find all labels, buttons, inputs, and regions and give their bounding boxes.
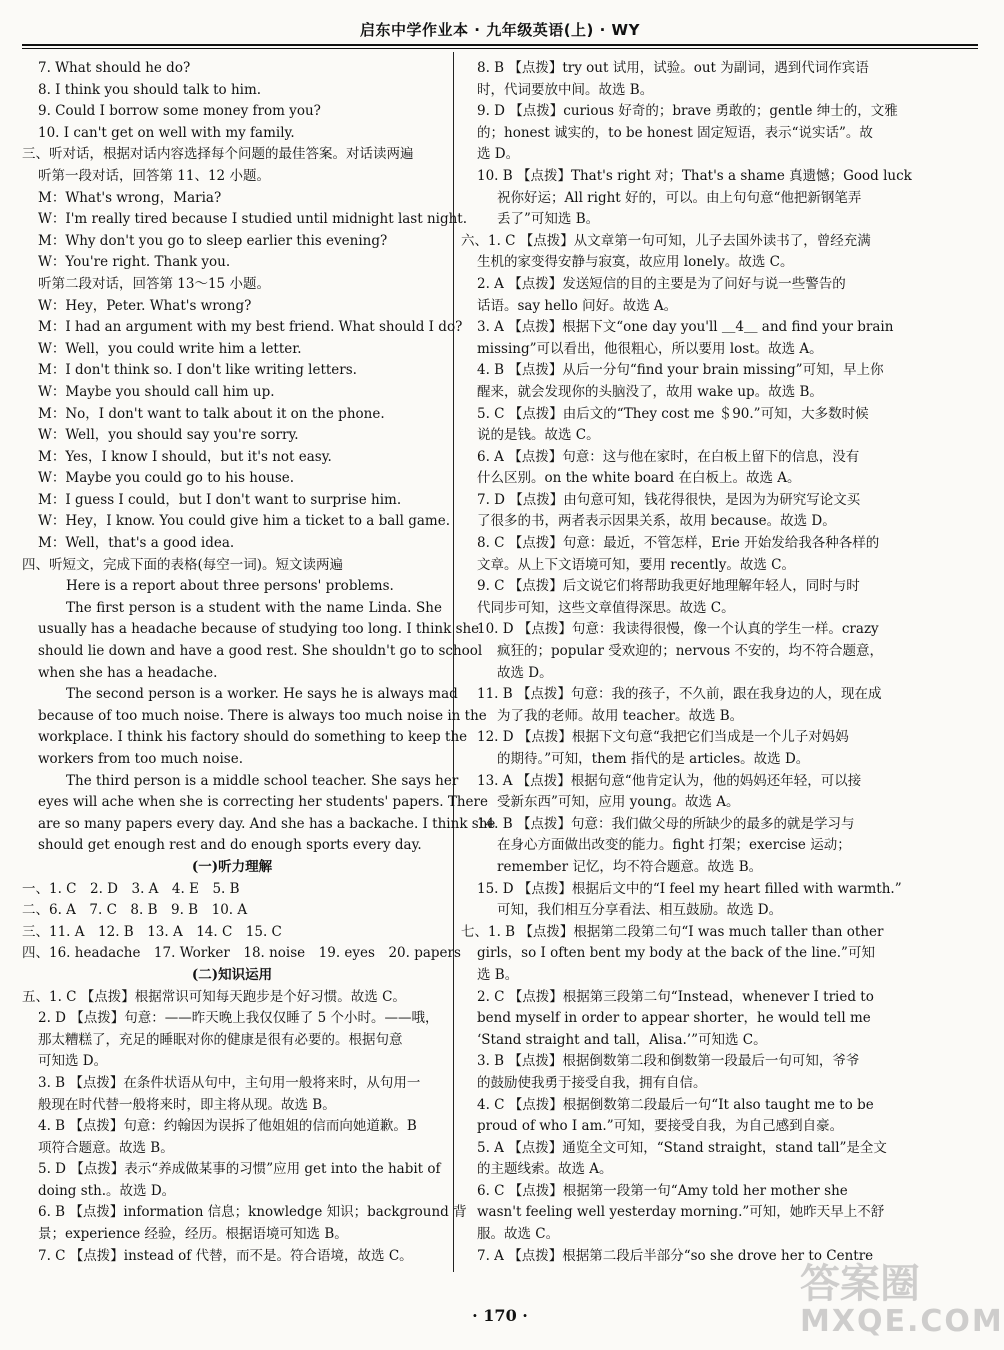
right-text-line: 7. D 【点拨】由句意可知，钱花得很快，是因为为研究写论文买 — [477, 491, 861, 508]
left-text-line: 二、6. A 7. C 8. B 9. B 10. A — [22, 902, 248, 919]
left-text-line: W：Hey，Peter. What's wrong? — [38, 297, 252, 314]
right-column — [461, 58, 912, 1267]
right-text-line: 10. D 【点拨】句意：我读得很慢，像一个认真的学生一样。crazy — [477, 621, 879, 638]
right-text-line: missing”可以看出，他很粗心，所以要用 lost。故选 A。 — [477, 340, 823, 357]
left-text-line: M：I guess I could，but I don't want to surprise him. — [38, 491, 402, 508]
left-text-line: when she has a headache. — [38, 664, 218, 681]
page-number: · 170 · — [472, 1306, 528, 1325]
left-text-line: 6. B 【点拨】information 信息；knowledge 知识；background 背 — [38, 1204, 467, 1221]
right-text-line: 的期待。”可知，them 指代的是 articles。故选 D。 — [497, 751, 810, 767]
right-text-line: 丢了”可知选 B。 — [497, 211, 600, 228]
left-text-line: M：I had an argument with my best friend. What should I do? — [38, 319, 463, 336]
left-text-line: 那太糟糕了，充足的睡眠对你的健康是很有必要的。根据句意 — [38, 1031, 403, 1048]
right-text-line: 6. C 【点拨】根据第一段第一句“Amy told her mother she — [477, 1182, 848, 1199]
left-text-line: M：Yes，I know I should，but it's not easy. — [38, 448, 332, 465]
left-text-line: 三、听对话，根据对话内容选择每个问题的最佳答案。对话读两遍 — [22, 146, 414, 163]
right-text-line: wasn't feeling well yesterday morning.”可知，她昨天早上不舒 — [477, 1204, 885, 1221]
right-text-line: 六、1. C 【点拨】从文章第一句可知，儿子去国外读书了，曾经充满 — [461, 232, 871, 249]
left-text-line: 8. I think you should talk to him. — [38, 81, 262, 98]
right-text-line: 5. A 【点拨】通览全文可知，“Stand straight，stand tall”是全文 — [477, 1139, 887, 1156]
right-text-line: 13. A 【点拨】根据句意“他肯定认为，他的妈妈还年轻，可以接 — [477, 772, 862, 789]
right-text-line: 服。故选 C。 — [477, 1226, 560, 1243]
right-text-line: 10. B 【点拨】That's right 对；That's a shame 真遗憾；Good luck — [477, 167, 912, 184]
left-text-line: 5. D 【点拨】表示“养成做某事的习惯”应用 get into the habit of — [38, 1161, 441, 1178]
running-header: 启东中学作业本 · 九年级英语(上) · WY — [360, 21, 640, 39]
left-text-line: 9. Could I borrow some money from you? — [38, 103, 321, 120]
left-text-line: should lie down and have a good rest. She shouldn't go to school — [38, 643, 483, 660]
left-text-line: eyes will ache when she is correcting her students' papers. There — [38, 794, 488, 811]
right-text-line: 15. D 【点拨】根据后文中的“I feel my heart filled with warmth.” — [477, 880, 902, 897]
left-text-line: (二)知识运用 — [191, 966, 273, 983]
right-text-line: 祝你好运；All right 好的，可以。由上句句意“他把新钢笔弄 — [497, 189, 862, 206]
left-text-line: W：Maybe you could go to his house. — [38, 470, 295, 487]
left-text-line: 4. B 【点拨】句意：约翰因为误拆了他姐姐的信而向她道歉。B — [38, 1118, 417, 1135]
left-text-line: The second person is a worker. He says he is always mad — [66, 686, 458, 703]
left-text-line: 五、1. C 【点拨】根据常识可知每天跑步是个好习惯。故选 C。 — [22, 988, 406, 1005]
left-text-line: 听第二段对话，回答第 13～15 小题。 — [38, 275, 270, 292]
right-text-line: 说的是钱。故选 C。 — [477, 427, 600, 444]
left-column — [22, 58, 496, 1267]
left-text-line: 四、16. headache 17. Worker 18. noise 19. eyes 20. papers — [22, 945, 461, 962]
right-text-line: remember 记忆，均不符合题意。故选 B。 — [497, 858, 763, 875]
left-text-line: W：Hey，I know. You could give him a ticket to a ball game. — [38, 513, 450, 530]
right-text-line: bend myself in order to appear shorter，he would tell me — [477, 1010, 871, 1027]
left-text-line: M：What's wrong，Maria? — [38, 189, 222, 206]
left-text-line: workplace. I think his factory should do something to keep the — [38, 729, 468, 746]
left-text-line: 7. C 【点拨】instead of 代替，而不是。符合语境，故选 C。 — [38, 1247, 413, 1264]
left-text-line: W：Well，you could write him a letter. — [38, 340, 302, 357]
left-text-line: (一)听力理解 — [191, 858, 273, 875]
right-text-line: 11. B 【点拨】句意：我的孩子，不久前，跟在我身边的人，现在成 — [477, 686, 882, 703]
right-text-line: 七、1. B 【点拨】根据第二段第二句“I was much taller than other — [461, 923, 884, 940]
right-text-line: 8. C 【点拨】句意：最近，不管怎样，Erie 开始发给我各种各样的 — [477, 535, 880, 552]
left-text-line: because of too much noise. There is always too much noise in the — [38, 707, 487, 724]
right-text-line: 9. C 【点拨】后文说它们将帮助我更好地理解年轻人，同时与时 — [477, 578, 860, 595]
right-text-line: girls，so I often bent my body at the back of the line.”可知 — [477, 945, 875, 962]
left-text-line: 7. What should he do? — [38, 60, 191, 76]
right-text-line: 选 B。 — [477, 966, 519, 983]
left-text-line: 可知选 D。 — [38, 1053, 108, 1070]
left-text-line: M：Why don't you go to sleep earlier this evening? — [38, 232, 388, 249]
right-text-line: 3. B 【点拨】根据倒数第二段和倒数第一段最后一句可知，爷爷 — [477, 1053, 860, 1070]
watermark-domain: MXQE.COM — [800, 1304, 1004, 1339]
right-text-line: 可知，我们相互分享看法、相互鼓励。故选 D。 — [497, 902, 783, 919]
right-text-line: 在身心方面做出改变的能力。fight 打架；exercise 运动； — [497, 837, 851, 854]
right-text-line: 的鼓励使我勇于接受自我，拥有自信。 — [477, 1074, 707, 1091]
header-rule-thin — [22, 48, 978, 49]
right-text-line: 醒来，就会发现你的头脑没了，故用 wake up。故选 B。 — [477, 383, 823, 400]
right-text-line: 4. B 【点拨】从后一分句“find your brain missing”可知，早上你 — [477, 362, 884, 379]
right-text-line: 了很多的书，两者表示因果关系，故用 because。故选 D。 — [477, 513, 836, 530]
left-text-line: 般现在时代替一般将来时，即主将从现。故选 B。 — [38, 1096, 336, 1113]
left-text-line: 听第一段对话，回答第 11、12 小题。 — [38, 167, 270, 184]
left-text-line: 项符合题意。故选 B。 — [38, 1139, 174, 1156]
left-text-line: W：Maybe you should call him up. — [38, 383, 275, 400]
right-text-line: 疯狂的；popular 受欢迎的；nervous 不安的，均不符合题意， — [497, 643, 884, 660]
left-text-line: Here is a report about three persons' problems. — [66, 578, 394, 595]
right-text-line: 14. B 【点拨】句意：我们做父母的所缺少的最多的就是学习与 — [477, 815, 855, 832]
left-text-line: M：No，I don't want to talk about it on the phone. — [38, 405, 385, 422]
right-text-line: 12. D 【点拨】根据下文句意“我把它们当成是一个儿子对妈妈 — [477, 729, 849, 746]
right-text-line: proud of who I am.”可知，要接受自我，为自己感到自豪。 — [477, 1118, 844, 1135]
left-text-line: The first person is a student with the name Linda. She — [66, 599, 442, 616]
left-text-line: The third person is a middle school teacher. She says her — [66, 772, 459, 789]
right-text-line: 2. C 【点拨】根据第三段第二句“Instead，whenever I tried to — [477, 988, 874, 1005]
left-text-line: 一、1. C 2. D 3. A 4. E 5. B — [22, 880, 240, 897]
right-text-line: 代同步可知，这些文章值得深思。故选 C。 — [477, 599, 735, 616]
left-text-line: W：I'm really tired because I studied until midnight last night. — [38, 211, 468, 228]
left-text-line: should get enough rest and do enough sports every day. — [38, 837, 422, 854]
right-text-line: ‘Stand straight and tall，Alisa.’”可知选 C。 — [477, 1031, 767, 1048]
right-text-line: 时，代词要放中间。故选 B。 — [477, 81, 654, 98]
left-text-line: 10. I can't get on well with my family. — [38, 124, 295, 141]
left-text-line: W：Well，you should say you're sorry. — [38, 427, 299, 444]
right-text-line: 的主题线索。故选 A。 — [477, 1161, 613, 1178]
left-text-line: 景；experience 经验，经历。根据语境可知选 B。 — [38, 1226, 348, 1243]
left-text-line: 3. B 【点拨】在条件状语从句中，主句用一般将来时，从句用一 — [38, 1074, 421, 1091]
right-text-line: 文章。从上下文语境可知，要用 recently。故选 C。 — [477, 556, 795, 573]
watermark-logo — [800, 1261, 1004, 1342]
watermark-text: 答案圈 — [800, 1261, 920, 1307]
right-text-line: 为了我的老师。故用 teacher。故选 B。 — [497, 707, 744, 724]
right-text-line: 受新东西”可知，应用 young。故选 A。 — [497, 794, 740, 811]
left-text-line: M：Well，that's a good idea. — [38, 535, 235, 552]
right-text-line: 8. B 【点拨】try out 试用，试验。out 为副词，遇到代词作宾语 — [477, 60, 869, 76]
right-text-line: 的；honest 诚实的，to be honest 固定短语，表示“说实话”。故 — [477, 124, 873, 141]
left-text-line: usually has a headache because of studying too long. I think she — [38, 621, 480, 638]
right-text-line: 故选 D。 — [497, 664, 553, 681]
right-text-line: 3. A 【点拨】根据下文“one day you'll ＿4＿ and find your brain — [477, 319, 894, 336]
right-text-line: 选 D。 — [477, 146, 520, 163]
right-text-line: 生机的家变得安静与寂寞，故应用 lonely。故选 C。 — [477, 254, 794, 271]
left-text-line: 三、11. A 12. B 13. A 14. C 15. C — [22, 923, 282, 940]
right-text-line: 9. D 【点拨】curious 好奇的；brave 勇敢的；gentle 绅士的，文雅 — [477, 103, 898, 120]
left-text-line: doing sth.。故选 D。 — [38, 1182, 176, 1199]
right-text-line: 话语。say hello 问好。故选 A。 — [477, 297, 678, 314]
left-text-line: W：You're right. Thank you. — [38, 254, 231, 271]
right-text-line: 2. A 【点拨】发送短信的目的主要是为了问好与说一些警告的 — [477, 275, 846, 292]
left-text-line: 2. D 【点拨】句意：——昨天晚上我仅仅睡了 5 个小时。——哦， — [38, 1010, 439, 1027]
header-rule — [22, 44, 978, 46]
left-text-line: are so many papers every day. And she has a backache. I think she — [38, 815, 496, 832]
right-text-line: 什么区别。on the white board 在白板上。故选 A。 — [477, 470, 801, 487]
right-text-line: 4. C 【点拨】根据倒数第二段最后一句“It also taught me to be — [477, 1096, 874, 1113]
left-text-line: M：I don't think so. I don't like writing letters. — [38, 362, 357, 379]
left-text-line: workers from too much noise. — [38, 751, 244, 767]
right-text-line: 5. C 【点拨】由后文的“They cost me ＄90.”可知，大多数时候 — [477, 405, 869, 422]
right-text-line: 6. A 【点拨】句意：这与他在家时，在白板上留下的信息，没有 — [477, 448, 860, 465]
right-text-line: 7. A 【点拨】根据第二段后半部分“so she drove her to Centre — [477, 1247, 874, 1264]
left-text-line: 四、听短文，完成下面的表格(每空一词)。短文读两遍 — [22, 556, 344, 573]
